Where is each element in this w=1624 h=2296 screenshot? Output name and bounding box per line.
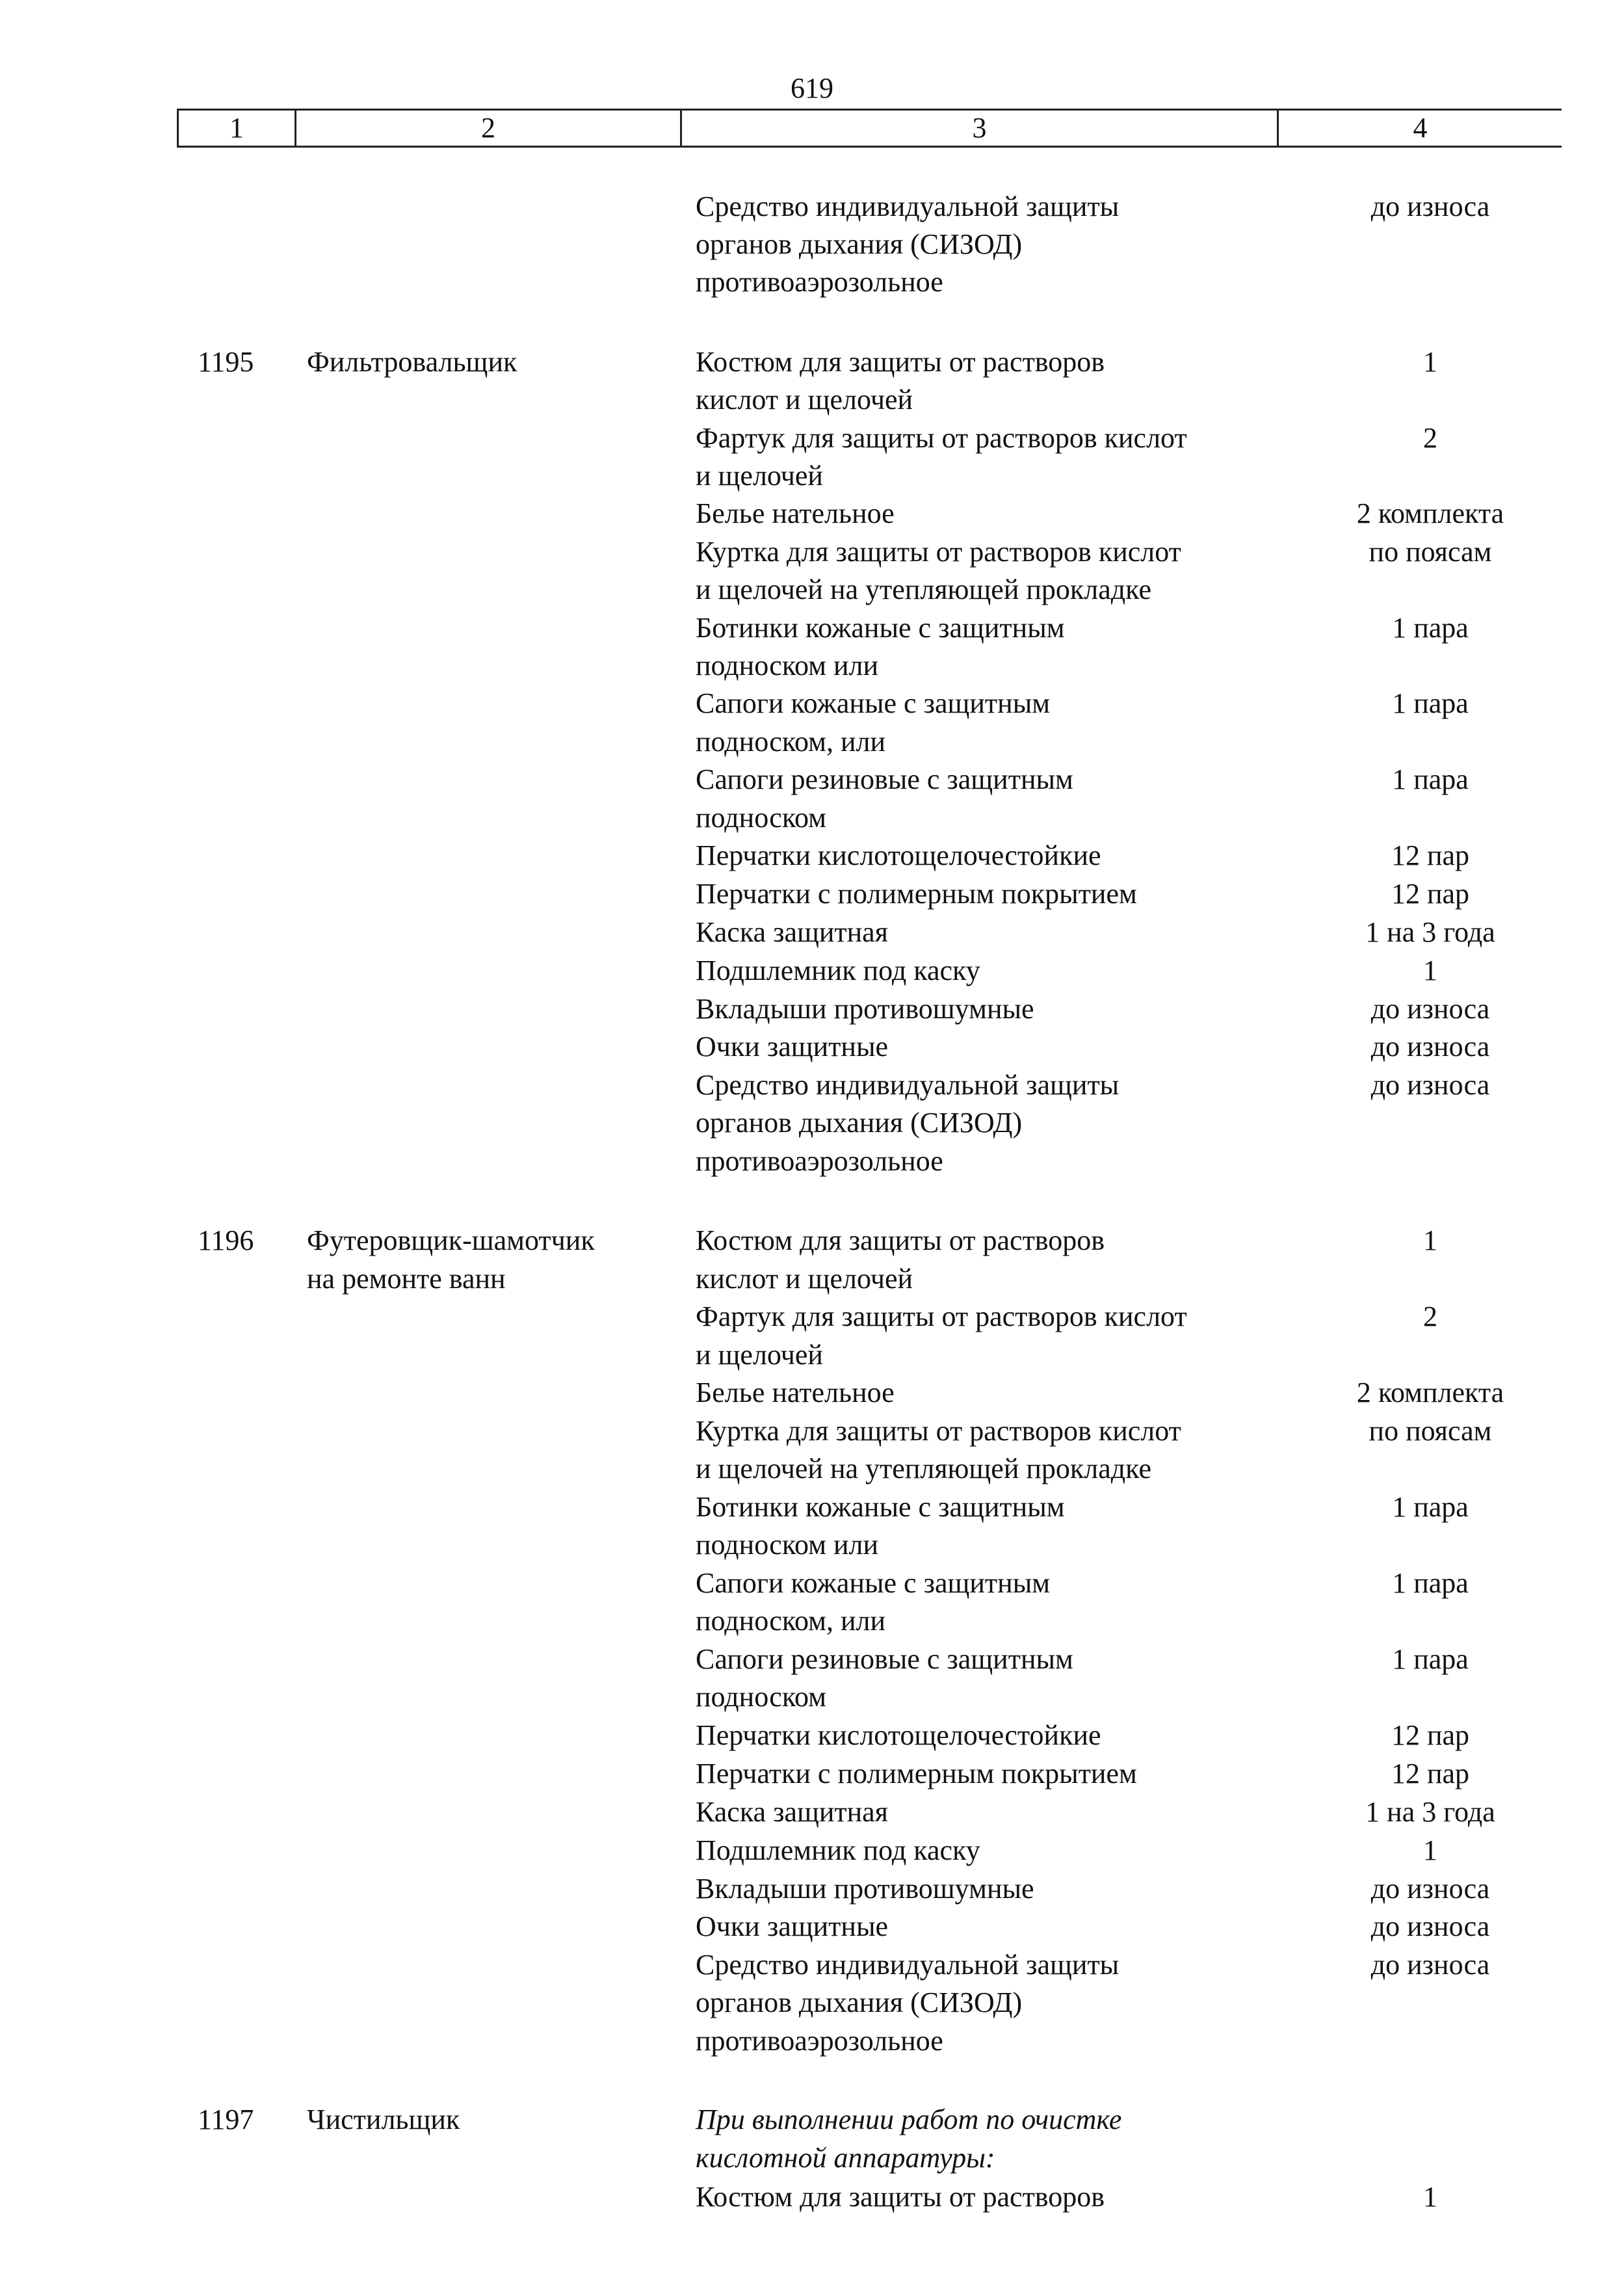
item-name: Костюм для защиты от растворов bbox=[696, 346, 1105, 378]
item-norm: 1 bbox=[1423, 1834, 1437, 1866]
item-name: Очки защитные bbox=[696, 1031, 889, 1062]
item-name: Белье нательное bbox=[696, 1377, 895, 1408]
item-norm: 12 пар bbox=[1391, 839, 1470, 871]
item-norm: 1 bbox=[1423, 1224, 1437, 1256]
item-name: кислот и щелочей bbox=[696, 1263, 913, 1295]
item-name: Каска защитная bbox=[696, 1796, 888, 1828]
item-name: подноском bbox=[696, 1681, 826, 1713]
profession-name: Фильтровальщик bbox=[307, 346, 517, 378]
item-norm: 2 bbox=[1423, 422, 1437, 454]
item-name: Фартук для защиты от растворов кислот bbox=[696, 1300, 1187, 1332]
item-name: подноском или bbox=[696, 650, 879, 681]
item-name: органов дыхания (СИЗОД) bbox=[696, 1107, 1023, 1139]
item-norm: 12 пар bbox=[1391, 1758, 1470, 1789]
item-norm: до износа bbox=[1370, 1031, 1490, 1062]
column-header-3: 3 bbox=[682, 111, 1279, 146]
row-number: 1196 bbox=[198, 1224, 254, 1256]
item-name: подноском или bbox=[696, 1529, 879, 1561]
item-name: Средство индивидуальной защиты bbox=[696, 1949, 1120, 1981]
item-norm: 2 комплекта bbox=[1356, 1377, 1504, 1408]
item-name: кислот и щелочей bbox=[696, 384, 913, 416]
item-name: противоаэрозольное bbox=[696, 1145, 943, 1177]
item-name: Сапоги кожаные с защитным bbox=[696, 1567, 1051, 1599]
item-name: противоаэрозольное bbox=[696, 2025, 943, 2057]
item-norm: до износа bbox=[1370, 191, 1490, 222]
item-name: Костюм для защиты от растворов bbox=[696, 1224, 1105, 1256]
row-number: 1195 bbox=[198, 346, 254, 378]
item-name: и щелочей bbox=[696, 1339, 823, 1371]
item-norm: по поясам bbox=[1369, 1415, 1492, 1447]
item-norm: 1 на 3 года bbox=[1365, 916, 1495, 948]
column-header-4: 4 bbox=[1413, 112, 1428, 144]
item-norm: 1 на 3 года bbox=[1365, 1796, 1495, 1828]
item-norm: до износа bbox=[1370, 1910, 1490, 1942]
item-norm: 2 bbox=[1423, 1300, 1437, 1332]
item-name: Сапоги кожаные с защитным bbox=[696, 687, 1051, 719]
item-norm: 1 пара bbox=[1392, 612, 1469, 644]
item-name: Вкладыши противошумные bbox=[696, 1873, 1034, 1905]
item-norm: 1 bbox=[1423, 955, 1437, 986]
item-name: Перчатки кислотощелочестойкие bbox=[696, 839, 1101, 871]
item-name: Белье нательное bbox=[696, 497, 895, 529]
item-name: и щелочей на утепляющей прокладке bbox=[696, 1453, 1151, 1484]
item-norm: 12 пар bbox=[1391, 1719, 1470, 1751]
item-norm: 1 bbox=[1423, 2181, 1437, 2213]
item-name: подноском bbox=[696, 802, 826, 834]
item-name: Подшлемник под каску bbox=[696, 1834, 980, 1866]
item-name: подноском, или bbox=[696, 1605, 886, 1637]
item-name: Ботинки кожаные с защитным bbox=[696, 1491, 1065, 1523]
item-name: Куртка для защиты от растворов кислот bbox=[696, 1415, 1181, 1447]
item-name: Перчатки с полимерным покрытием bbox=[696, 1758, 1137, 1789]
item-norm: 12 пар bbox=[1391, 878, 1470, 910]
item-norm: до износа bbox=[1370, 1069, 1490, 1101]
item-name: противоаэрозольное bbox=[696, 266, 943, 298]
item-name: Перчатки с полимерным покрытием bbox=[696, 878, 1137, 910]
profession-name: Футеровщик-шамотчик bbox=[307, 1224, 595, 1256]
item-name: кислотной аппаратуры: bbox=[696, 2142, 995, 2174]
item-name: Костюм для защиты от растворов bbox=[696, 2181, 1105, 2213]
item-name: Очки защитные bbox=[696, 1910, 889, 1942]
item-name: Фартук для защиты от растворов кислот bbox=[696, 422, 1187, 454]
item-name: Перчатки кислотощелочестойкие bbox=[696, 1719, 1101, 1751]
item-name: Сапоги резиновые с защитным bbox=[696, 1643, 1073, 1675]
row-number: 1197 bbox=[198, 2104, 254, 2135]
item-name: органов дыхания (СИЗОД) bbox=[696, 228, 1023, 260]
item-name: органов дыхания (СИЗОД) bbox=[696, 1986, 1023, 2018]
item-name: подноском, или bbox=[696, 726, 886, 758]
item-name: Куртка для защиты от растворов кислот bbox=[696, 536, 1181, 568]
column-header-row bbox=[177, 109, 1562, 148]
item-name: Каска защитная bbox=[696, 916, 888, 948]
item-name: и щелочей bbox=[696, 460, 823, 492]
item-norm: до износа bbox=[1370, 993, 1490, 1025]
item-name: Средство индивидуальной защиты bbox=[696, 1069, 1120, 1101]
item-name: При выполнении работ по очистке bbox=[696, 2104, 1122, 2135]
page-number: 619 bbox=[791, 72, 833, 104]
profession-name: Чистильщик bbox=[307, 2104, 460, 2135]
item-norm: 2 комплекта bbox=[1356, 497, 1504, 529]
item-norm: по поясам bbox=[1369, 536, 1492, 568]
item-norm: 1 пара bbox=[1392, 763, 1469, 795]
item-norm: 1 пара bbox=[1392, 1643, 1469, 1675]
item-norm: 1 пара bbox=[1392, 687, 1469, 719]
item-norm: 1 пара bbox=[1392, 1491, 1469, 1523]
item-norm: до износа bbox=[1370, 1949, 1490, 1981]
item-name: Ботинки кожаные с защитным bbox=[696, 612, 1065, 644]
item-name: Вкладыши противошумные bbox=[696, 993, 1034, 1025]
item-name: и щелочей на утепляющей прокладке bbox=[696, 574, 1151, 605]
column-header-2: 2 bbox=[296, 111, 682, 146]
column-header-1: 1 bbox=[179, 111, 296, 146]
item-name: Подшлемник под каску bbox=[696, 955, 980, 986]
profession-name: на ремонте ванн bbox=[307, 1263, 506, 1295]
item-norm: 1 bbox=[1423, 346, 1437, 378]
item-norm: 1 пара bbox=[1392, 1567, 1469, 1599]
item-norm: до износа bbox=[1370, 1873, 1490, 1905]
item-name: Средство индивидуальной защиты bbox=[696, 191, 1120, 222]
item-name: Сапоги резиновые с защитным bbox=[696, 763, 1073, 795]
